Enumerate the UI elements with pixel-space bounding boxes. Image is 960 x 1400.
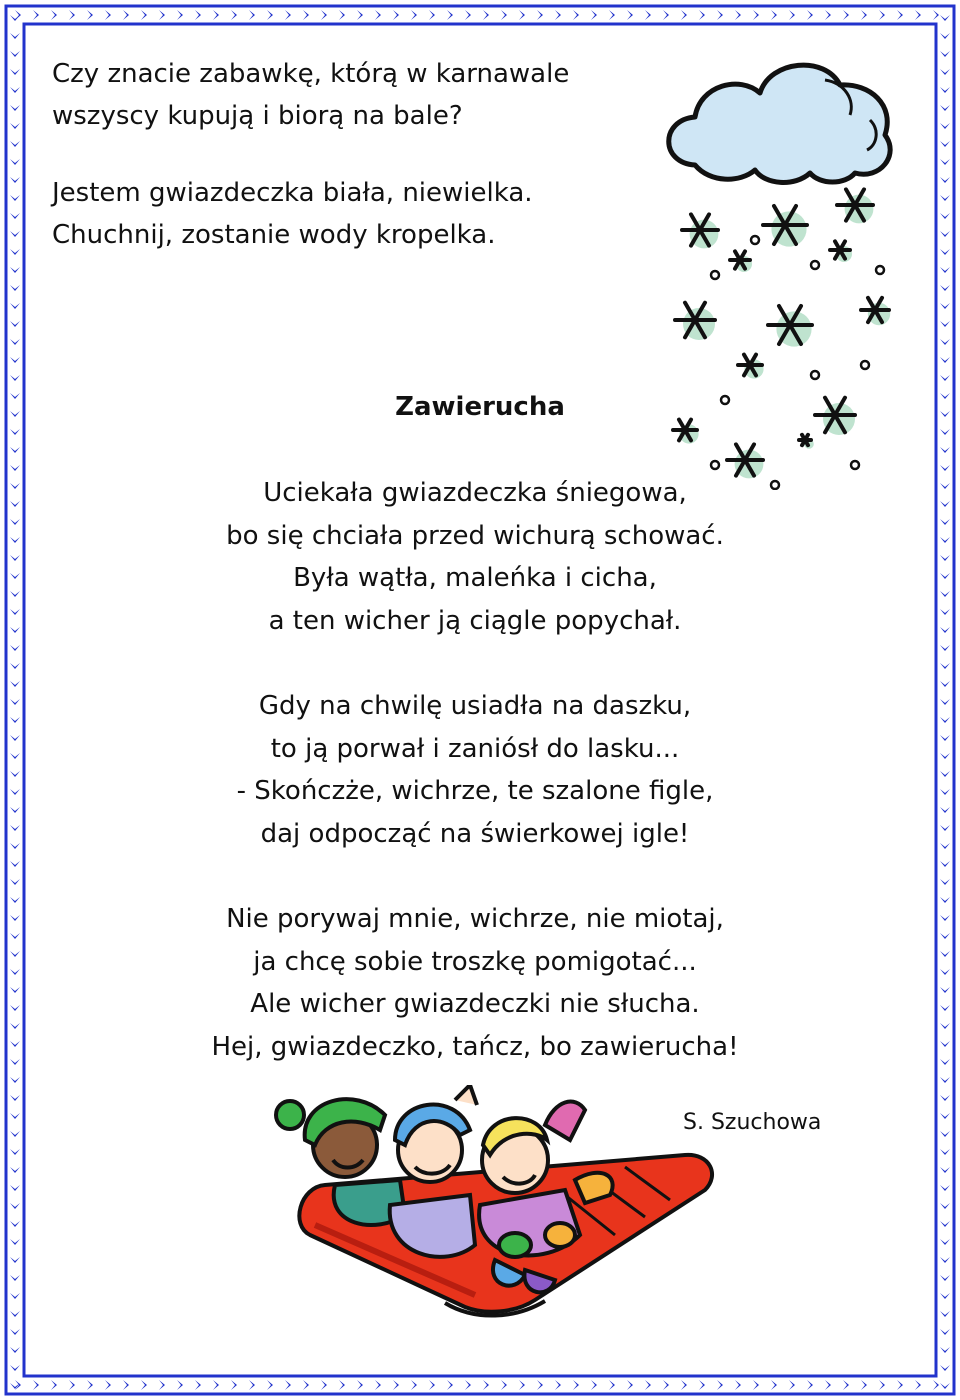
border-chevron xyxy=(940,213,950,219)
border-chevron xyxy=(465,10,471,20)
border-chevron xyxy=(735,1380,741,1390)
border-chevron xyxy=(940,879,950,885)
border-chevron xyxy=(940,159,950,165)
border-chevron xyxy=(940,1131,950,1137)
border-chevron xyxy=(940,375,950,381)
children-on-sled-illustration xyxy=(215,1085,725,1320)
border-chevron xyxy=(940,519,950,525)
border-chevron xyxy=(879,10,885,20)
border-chevron xyxy=(159,1380,165,1390)
border-chevron xyxy=(195,10,201,20)
border-chevron xyxy=(663,10,669,20)
border-chevron xyxy=(940,501,950,507)
border-chevron xyxy=(940,1347,950,1353)
border-chevron xyxy=(501,10,507,20)
border-chevron xyxy=(940,51,950,57)
border-chevron xyxy=(10,843,20,849)
child-green-hat-icon xyxy=(276,1099,405,1225)
border-chevron xyxy=(195,1380,201,1390)
border-chevron xyxy=(940,825,950,831)
border-chevron xyxy=(87,1380,93,1390)
snow-dot-icon xyxy=(711,271,719,279)
border-chevron xyxy=(10,33,20,39)
border-chevron xyxy=(249,10,255,20)
border-chevron xyxy=(555,10,561,20)
border-chevron xyxy=(940,1239,950,1245)
border-chevron xyxy=(357,10,363,20)
border-chevron xyxy=(940,627,950,633)
border-chevron xyxy=(10,141,20,147)
border-chevron xyxy=(105,10,111,20)
border-chevron xyxy=(10,789,20,795)
snow-dot-icon xyxy=(711,461,719,469)
border-chevron xyxy=(940,1203,950,1209)
riddle-line: Chuchnij, zostanie wody kropelka. xyxy=(52,220,496,250)
border-chevron xyxy=(663,1380,669,1390)
poem-title: Zawierucha xyxy=(395,392,565,422)
border-chevron xyxy=(519,1380,525,1390)
border-chevron xyxy=(213,10,219,20)
border-chevron xyxy=(940,573,950,579)
border-chevron xyxy=(717,10,723,20)
snowflake-icon xyxy=(763,206,807,247)
border-chevron xyxy=(465,1380,471,1390)
border-chevron xyxy=(940,1041,950,1047)
border-chevron xyxy=(10,951,20,957)
poem-line: Gdy na chwilę usiadła na daszku, xyxy=(258,691,692,721)
border-chevron xyxy=(10,825,20,831)
border-chevron xyxy=(940,861,950,867)
border-chevron xyxy=(10,69,20,75)
border-chevron xyxy=(123,10,129,20)
border-chevron xyxy=(699,1380,705,1390)
border-chevron xyxy=(940,915,950,921)
border-chevron xyxy=(10,51,20,57)
border-chevron xyxy=(573,10,579,20)
border-chevron xyxy=(940,1293,950,1299)
border-chevron xyxy=(10,717,20,723)
border-chevron xyxy=(10,303,20,309)
border-chevron xyxy=(940,1149,950,1155)
child-blue-hat-icon xyxy=(390,1085,477,1257)
border-chevron xyxy=(940,483,950,489)
border-chevron xyxy=(10,1041,20,1047)
border-chevron xyxy=(10,447,20,453)
snow-dot-icon xyxy=(811,371,819,379)
border-chevron xyxy=(10,429,20,435)
border-chevron xyxy=(940,735,950,741)
border-chevron xyxy=(10,159,20,165)
border-chevron xyxy=(609,1380,615,1390)
border-chevron xyxy=(10,267,20,273)
snowflake-icon xyxy=(837,189,873,223)
poem-line: Ale wicher gwiazdeczki nie słucha. xyxy=(250,989,700,1019)
border-chevron xyxy=(10,699,20,705)
border-chevron xyxy=(807,10,813,20)
border-chevron xyxy=(681,1380,687,1390)
border-chevron xyxy=(940,1257,950,1263)
border-chevron xyxy=(940,195,950,201)
border-chevron xyxy=(933,1380,939,1390)
border-chevron xyxy=(940,285,950,291)
border-chevron xyxy=(10,1221,20,1227)
border-chevron xyxy=(123,1380,129,1390)
border-chevron xyxy=(10,321,20,327)
snow-dot-icon xyxy=(811,261,819,269)
border-chevron xyxy=(940,231,950,237)
border-chevron xyxy=(940,807,950,813)
border-chevron xyxy=(375,1380,381,1390)
border-chevron xyxy=(645,10,651,20)
border-chevron xyxy=(573,1380,579,1390)
border-chevron xyxy=(940,537,950,543)
snowflake-icon xyxy=(738,355,764,379)
border-chevron xyxy=(940,1275,950,1281)
border-chevron xyxy=(105,1380,111,1390)
border-chevron xyxy=(10,969,20,975)
border-chevron xyxy=(285,1380,291,1390)
border-chevron xyxy=(10,1239,20,1245)
border-chevron xyxy=(267,1380,273,1390)
border-chevron xyxy=(321,10,327,20)
border-chevron xyxy=(411,1380,417,1390)
border-chevron xyxy=(771,10,777,20)
border-chevron xyxy=(940,177,950,183)
border-chevron xyxy=(51,1380,57,1390)
poem-stanza-3 xyxy=(125,898,825,1068)
border-chevron xyxy=(940,339,950,345)
border-chevron xyxy=(940,1005,950,1011)
border-chevron xyxy=(10,555,20,561)
cloud-icon xyxy=(669,65,890,182)
border-chevron xyxy=(940,933,950,939)
border-chevron xyxy=(141,1380,147,1390)
border-chevron xyxy=(10,663,20,669)
poem-line: Była wątła, maleńka i cicha, xyxy=(293,563,657,593)
border-chevron xyxy=(10,501,20,507)
snowflake-icon xyxy=(768,306,812,347)
border-chevron xyxy=(897,1380,903,1390)
border-chevron xyxy=(10,807,20,813)
border-chevron xyxy=(10,213,20,219)
poem-line: ja chcę sobie troszkę pomigotać... xyxy=(253,946,697,977)
border-chevron xyxy=(69,10,75,20)
border-chevron xyxy=(10,1185,20,1191)
border-chevron xyxy=(10,177,20,183)
border-chevron xyxy=(303,1380,309,1390)
border-chevron xyxy=(940,771,950,777)
poem-line: - Skończże, wichrze, te szalone figle, xyxy=(236,776,714,806)
border-chevron xyxy=(285,10,291,20)
border-chevron xyxy=(10,1005,20,1011)
border-chevron xyxy=(681,10,687,20)
snowflake-icon xyxy=(861,298,890,325)
border-chevron xyxy=(940,249,950,255)
border-chevron xyxy=(10,1275,20,1281)
border-chevron xyxy=(843,1380,849,1390)
border-chevron xyxy=(10,609,20,615)
snowflake-icon xyxy=(799,435,814,449)
border-chevron xyxy=(861,1380,867,1390)
border-chevron xyxy=(940,105,950,111)
border-chevron xyxy=(940,1113,950,1119)
border-chevron xyxy=(940,753,950,759)
border-chevron xyxy=(141,10,147,20)
border-chevron xyxy=(879,1380,885,1390)
border-chevron xyxy=(10,915,20,921)
border-chevron xyxy=(393,1380,399,1390)
border-chevron xyxy=(411,10,417,20)
border-chevron xyxy=(940,1077,950,1083)
border-chevron xyxy=(940,1185,950,1191)
poem-line: Nie porywaj mnie, wichrze, nie miotaj, xyxy=(226,904,724,934)
snow-dot-icon xyxy=(751,236,759,244)
border-chevron xyxy=(940,897,950,903)
border-chevron xyxy=(940,1059,950,1065)
border-chevron xyxy=(447,1380,453,1390)
border-chevron xyxy=(10,465,20,471)
border-chevron xyxy=(789,1380,795,1390)
border-chevron xyxy=(10,1257,20,1263)
border-chevron xyxy=(940,1383,950,1389)
border-chevron xyxy=(940,843,950,849)
border-chevron xyxy=(10,1113,20,1119)
border-chevron xyxy=(940,1365,950,1371)
border-chevron xyxy=(940,969,950,975)
border-chevron xyxy=(825,1380,831,1390)
border-chevron xyxy=(940,1311,950,1317)
poem-stanza-1 xyxy=(125,472,825,642)
border-chevron xyxy=(940,591,950,597)
border-chevron xyxy=(940,609,950,615)
border-chevron xyxy=(10,897,20,903)
border-chevron xyxy=(807,1380,813,1390)
border-chevron xyxy=(940,321,950,327)
border-chevron xyxy=(10,879,20,885)
poem-line: daj odpocząć na świerkowej igle! xyxy=(260,818,690,849)
border-chevron xyxy=(771,1380,777,1390)
border-chevron xyxy=(10,1311,20,1317)
border-chevron xyxy=(159,10,165,20)
border-chevron xyxy=(10,591,20,597)
border-chevron xyxy=(33,10,39,20)
border-chevron xyxy=(10,375,20,381)
border-chevron xyxy=(177,1380,183,1390)
border-chevron xyxy=(357,1380,363,1390)
border-chevron xyxy=(940,681,950,687)
border-chevron xyxy=(940,267,950,273)
border-chevron xyxy=(940,1095,950,1101)
border-chevron xyxy=(10,519,20,525)
border-chevron xyxy=(645,1380,651,1390)
border-chevron xyxy=(10,1095,20,1101)
border-chevron xyxy=(249,1380,255,1390)
border-chevron xyxy=(940,1023,950,1029)
border-chevron xyxy=(940,1167,950,1173)
border-chevron xyxy=(375,10,381,20)
border-chevron xyxy=(915,10,921,20)
border-chevron xyxy=(429,10,435,20)
border-chevron xyxy=(519,10,525,20)
border-chevron xyxy=(940,987,950,993)
border-chevron xyxy=(483,1380,489,1390)
border-chevron xyxy=(231,1380,237,1390)
border-chevron xyxy=(591,10,597,20)
border-chevron xyxy=(789,10,795,20)
border-chevron xyxy=(915,1380,921,1390)
snow-dot-icon xyxy=(851,461,859,469)
border-chevron xyxy=(10,123,20,129)
riddle-line: Jestem gwiazdeczka biała, niewielka. xyxy=(52,178,533,208)
border-chevron xyxy=(940,357,950,363)
border-chevron xyxy=(897,10,903,20)
border-chevron xyxy=(10,231,20,237)
snowflake-icon xyxy=(682,214,718,248)
border-chevron xyxy=(393,10,399,20)
border-chevron xyxy=(940,1329,950,1335)
border-chevron xyxy=(10,249,20,255)
border-chevron xyxy=(10,357,20,363)
border-chevron xyxy=(10,483,20,489)
border-chevron xyxy=(321,1380,327,1390)
border-chevron xyxy=(940,1221,950,1227)
border-chevron xyxy=(940,717,950,723)
border-chevron xyxy=(10,771,20,777)
border-chevron xyxy=(10,339,20,345)
border-chevron xyxy=(861,10,867,20)
border-chevron xyxy=(10,1131,20,1137)
border-chevron xyxy=(10,195,20,201)
border-chevron xyxy=(177,10,183,20)
border-chevron xyxy=(10,285,20,291)
border-chevron xyxy=(609,10,615,20)
border-chevron xyxy=(213,1380,219,1390)
border-chevron xyxy=(940,465,950,471)
border-chevron xyxy=(940,87,950,93)
border-chevron xyxy=(10,537,20,543)
border-chevron xyxy=(940,555,950,561)
snow-dot-icon xyxy=(876,266,884,274)
border-chevron xyxy=(69,1380,75,1390)
border-chevron xyxy=(10,1167,20,1173)
border-chevron xyxy=(825,10,831,20)
border-chevron xyxy=(940,789,950,795)
border-chevron xyxy=(940,15,950,21)
border-chevron xyxy=(10,987,20,993)
riddle-stanza-1 xyxy=(52,53,652,137)
border-chevron xyxy=(10,753,20,759)
border-chevron xyxy=(10,1329,20,1335)
border-chevron xyxy=(735,10,741,20)
border-chevron xyxy=(10,1293,20,1299)
border-chevron xyxy=(940,663,950,669)
border-chevron xyxy=(10,1203,20,1209)
snowflake-icon xyxy=(830,241,852,262)
border-chevron xyxy=(10,627,20,633)
border-chevron xyxy=(10,105,20,111)
riddle-line: Czy znacie zabawkę, którą w karnawale xyxy=(52,59,570,89)
border-chevron xyxy=(940,69,950,75)
border-chevron xyxy=(339,1380,345,1390)
border-chevron xyxy=(537,10,543,20)
border-chevron xyxy=(267,10,273,20)
border-chevron xyxy=(537,1380,543,1390)
riddle-stanza-2 xyxy=(52,172,652,256)
border-chevron xyxy=(940,33,950,39)
border-chevron xyxy=(10,1023,20,1029)
border-chevron xyxy=(10,645,20,651)
border-chevron xyxy=(51,10,57,20)
border-chevron xyxy=(933,10,939,20)
poem-author: S. Szuchowa xyxy=(683,1110,822,1135)
border-chevron xyxy=(10,1059,20,1065)
border-chevron xyxy=(627,10,633,20)
riddle-line: wszyscy kupują i biorą na bale? xyxy=(52,101,463,131)
border-chevron xyxy=(10,1347,20,1353)
poem-line: to ją porwał i zaniósł do lasku... xyxy=(270,733,680,764)
border-chevron xyxy=(753,1380,759,1390)
border-chevron xyxy=(940,123,950,129)
border-chevron xyxy=(33,1380,39,1390)
border-chevron xyxy=(10,1365,20,1371)
border-chevron xyxy=(10,1077,20,1083)
border-chevron xyxy=(429,1380,435,1390)
border-chevron xyxy=(339,10,345,20)
border-chevron xyxy=(501,1380,507,1390)
border-chevron xyxy=(940,429,950,435)
border-chevron xyxy=(940,645,950,651)
border-chevron xyxy=(10,933,20,939)
poem-line: Uciekała gwiazdeczka śniegowa, xyxy=(263,478,687,508)
border-chevron xyxy=(483,10,489,20)
border-chevron xyxy=(940,951,950,957)
border-chevron xyxy=(699,10,705,20)
poem-stanza-2 xyxy=(125,685,825,855)
border-chevron xyxy=(717,1380,723,1390)
border-chevron xyxy=(10,87,20,93)
poem-line: Hej, gwiazdeczko, tańcz, bo zawierucha! xyxy=(211,1031,739,1062)
poem-line: a ten wicher ją ciągle popychał. xyxy=(268,605,682,636)
border-chevron xyxy=(10,735,20,741)
snowflake-icon xyxy=(675,303,715,340)
border-chevron xyxy=(753,10,759,20)
border-chevron xyxy=(231,10,237,20)
border-chevron xyxy=(447,10,453,20)
snowflake-icon xyxy=(730,251,752,272)
border-chevron xyxy=(10,681,20,687)
border-chevron xyxy=(940,303,950,309)
snow-dot-icon xyxy=(861,361,869,369)
border-chevron xyxy=(10,861,20,867)
border-chevron xyxy=(555,1380,561,1390)
border-chevron xyxy=(940,141,950,147)
border-chevron xyxy=(627,1380,633,1390)
border-chevron xyxy=(10,1149,20,1155)
poem-line: bo się chciała przed wichurą schować. xyxy=(226,520,724,551)
border-chevron xyxy=(940,699,950,705)
border-chevron xyxy=(87,10,93,20)
border-chevron xyxy=(940,447,950,453)
border-chevron xyxy=(591,1380,597,1390)
border-chevron xyxy=(10,573,20,579)
border-chevron xyxy=(303,10,309,20)
border-chevron xyxy=(843,10,849,20)
